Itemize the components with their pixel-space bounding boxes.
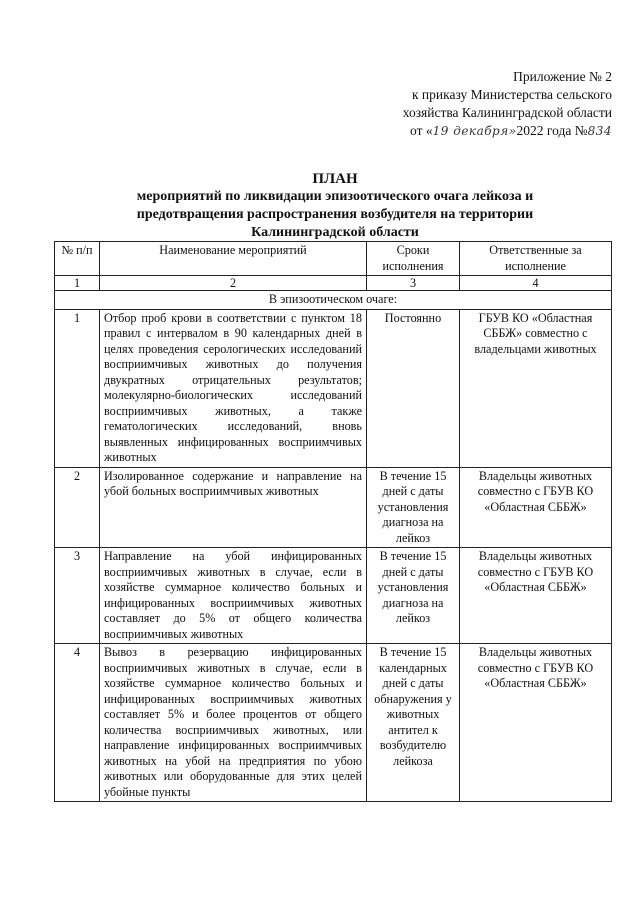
row-responsible: ГБУВ КО «Областная СББЖ» совместно с владельцами животных (460, 309, 612, 467)
handwritten-order-number: 834 (587, 124, 612, 138)
header-responsible: Ответственные за исполнение (460, 242, 612, 276)
plan-subheading: мероприятий по ликвидации эпизоотического очага лейкоза и предотвращения распространения возбудителя на территории Калининградской области (136, 189, 534, 240)
row-measure: Вывоз в резервацию инфицированных восприимчивых животных в случае, если в хозяйстве суммарное количество больных и инфицированных восприимчивых животных составляет 5% и более процентов от общего количества восприимчивых животных, или направление инфицированных восприимчивых животных на убой на предприятия по убою животных или оборудованные для этих целей убойные пункты (100, 644, 367, 802)
appendix-header (362, 68, 612, 140)
row-measure: Направление на убой инфицированных восприимчивых животных в случае, если в хозяйстве суммарное количество больных и инфицированных восприимчивых животных составляет до 5% от общего количества восприимчивых животных (100, 548, 367, 644)
table-row (55, 309, 612, 467)
header-num: № п/п (55, 242, 100, 276)
table-row (55, 548, 612, 644)
column-number: 4 (460, 276, 612, 291)
plan-heading: ПЛАН (312, 171, 358, 187)
appendix-order-line: к приказу Министерства сельского (411, 87, 612, 102)
section-title: В эпизоотическом очаге: (55, 291, 612, 310)
section-row (55, 291, 612, 310)
column-number: 3 (367, 276, 460, 291)
appendix-title: Приложение № 2 (513, 69, 612, 84)
measures-table (54, 241, 612, 802)
column-number: 1 (55, 276, 100, 291)
row-num: 1 (55, 309, 100, 467)
header-name: Наименование мероприятий (100, 242, 367, 276)
table-header-row (55, 242, 612, 276)
row-num: 3 (55, 548, 100, 644)
header-term: Сроки исполнения (367, 242, 460, 276)
column-number: 2 (100, 276, 367, 291)
row-responsible: Владельцы животных совместно с ГБУВ КО «Областная СББЖ» (460, 548, 612, 644)
row-term: В течение 15 дней с даты установления диагноза на лейкоз (367, 548, 460, 644)
row-responsible: Владельцы животных совместно с ГБУВ КО «Областная СББЖ» (460, 644, 612, 802)
row-term: В течение 15 календарных дней с даты обнаружения у животных антител к возбудителю лейкоза (367, 644, 460, 802)
column-number-row (55, 276, 612, 291)
row-term: В течение 15 дней с даты установления диагноза на лейкоз (367, 467, 460, 548)
date-prefix: от « (410, 123, 433, 138)
document-title (95, 170, 575, 242)
row-num: 4 (55, 644, 100, 802)
row-responsible: Владельцы животных совместно с ГБУВ КО «Областная СББЖ» (460, 467, 612, 548)
row-num: 2 (55, 467, 100, 548)
row-term: Постоянно (367, 309, 460, 467)
handwritten-date: 19 декабря» (432, 124, 517, 138)
date-year: 2022 года № (516, 123, 588, 138)
appendix-ministry-line: хозяйства Калининградской области (402, 105, 612, 120)
row-measure: Отбор проб крови в соответствии с пунктом 18 правил с интервалом в 90 календарных дней в целях проведения серологических исследований восприимчивых животных до получения двукратных отрицательных результатов; молекулярно-биологических исследований восприимчивых животных, а также гематологических исследований, вновь выявленных инфицированных восприимчивых животных (100, 309, 367, 467)
table-row (55, 644, 612, 802)
row-measure: Изолированное содержание и направление на убой больных восприимчивых животных (100, 467, 367, 548)
appendix-date-line (362, 122, 612, 140)
table-row (55, 467, 612, 548)
